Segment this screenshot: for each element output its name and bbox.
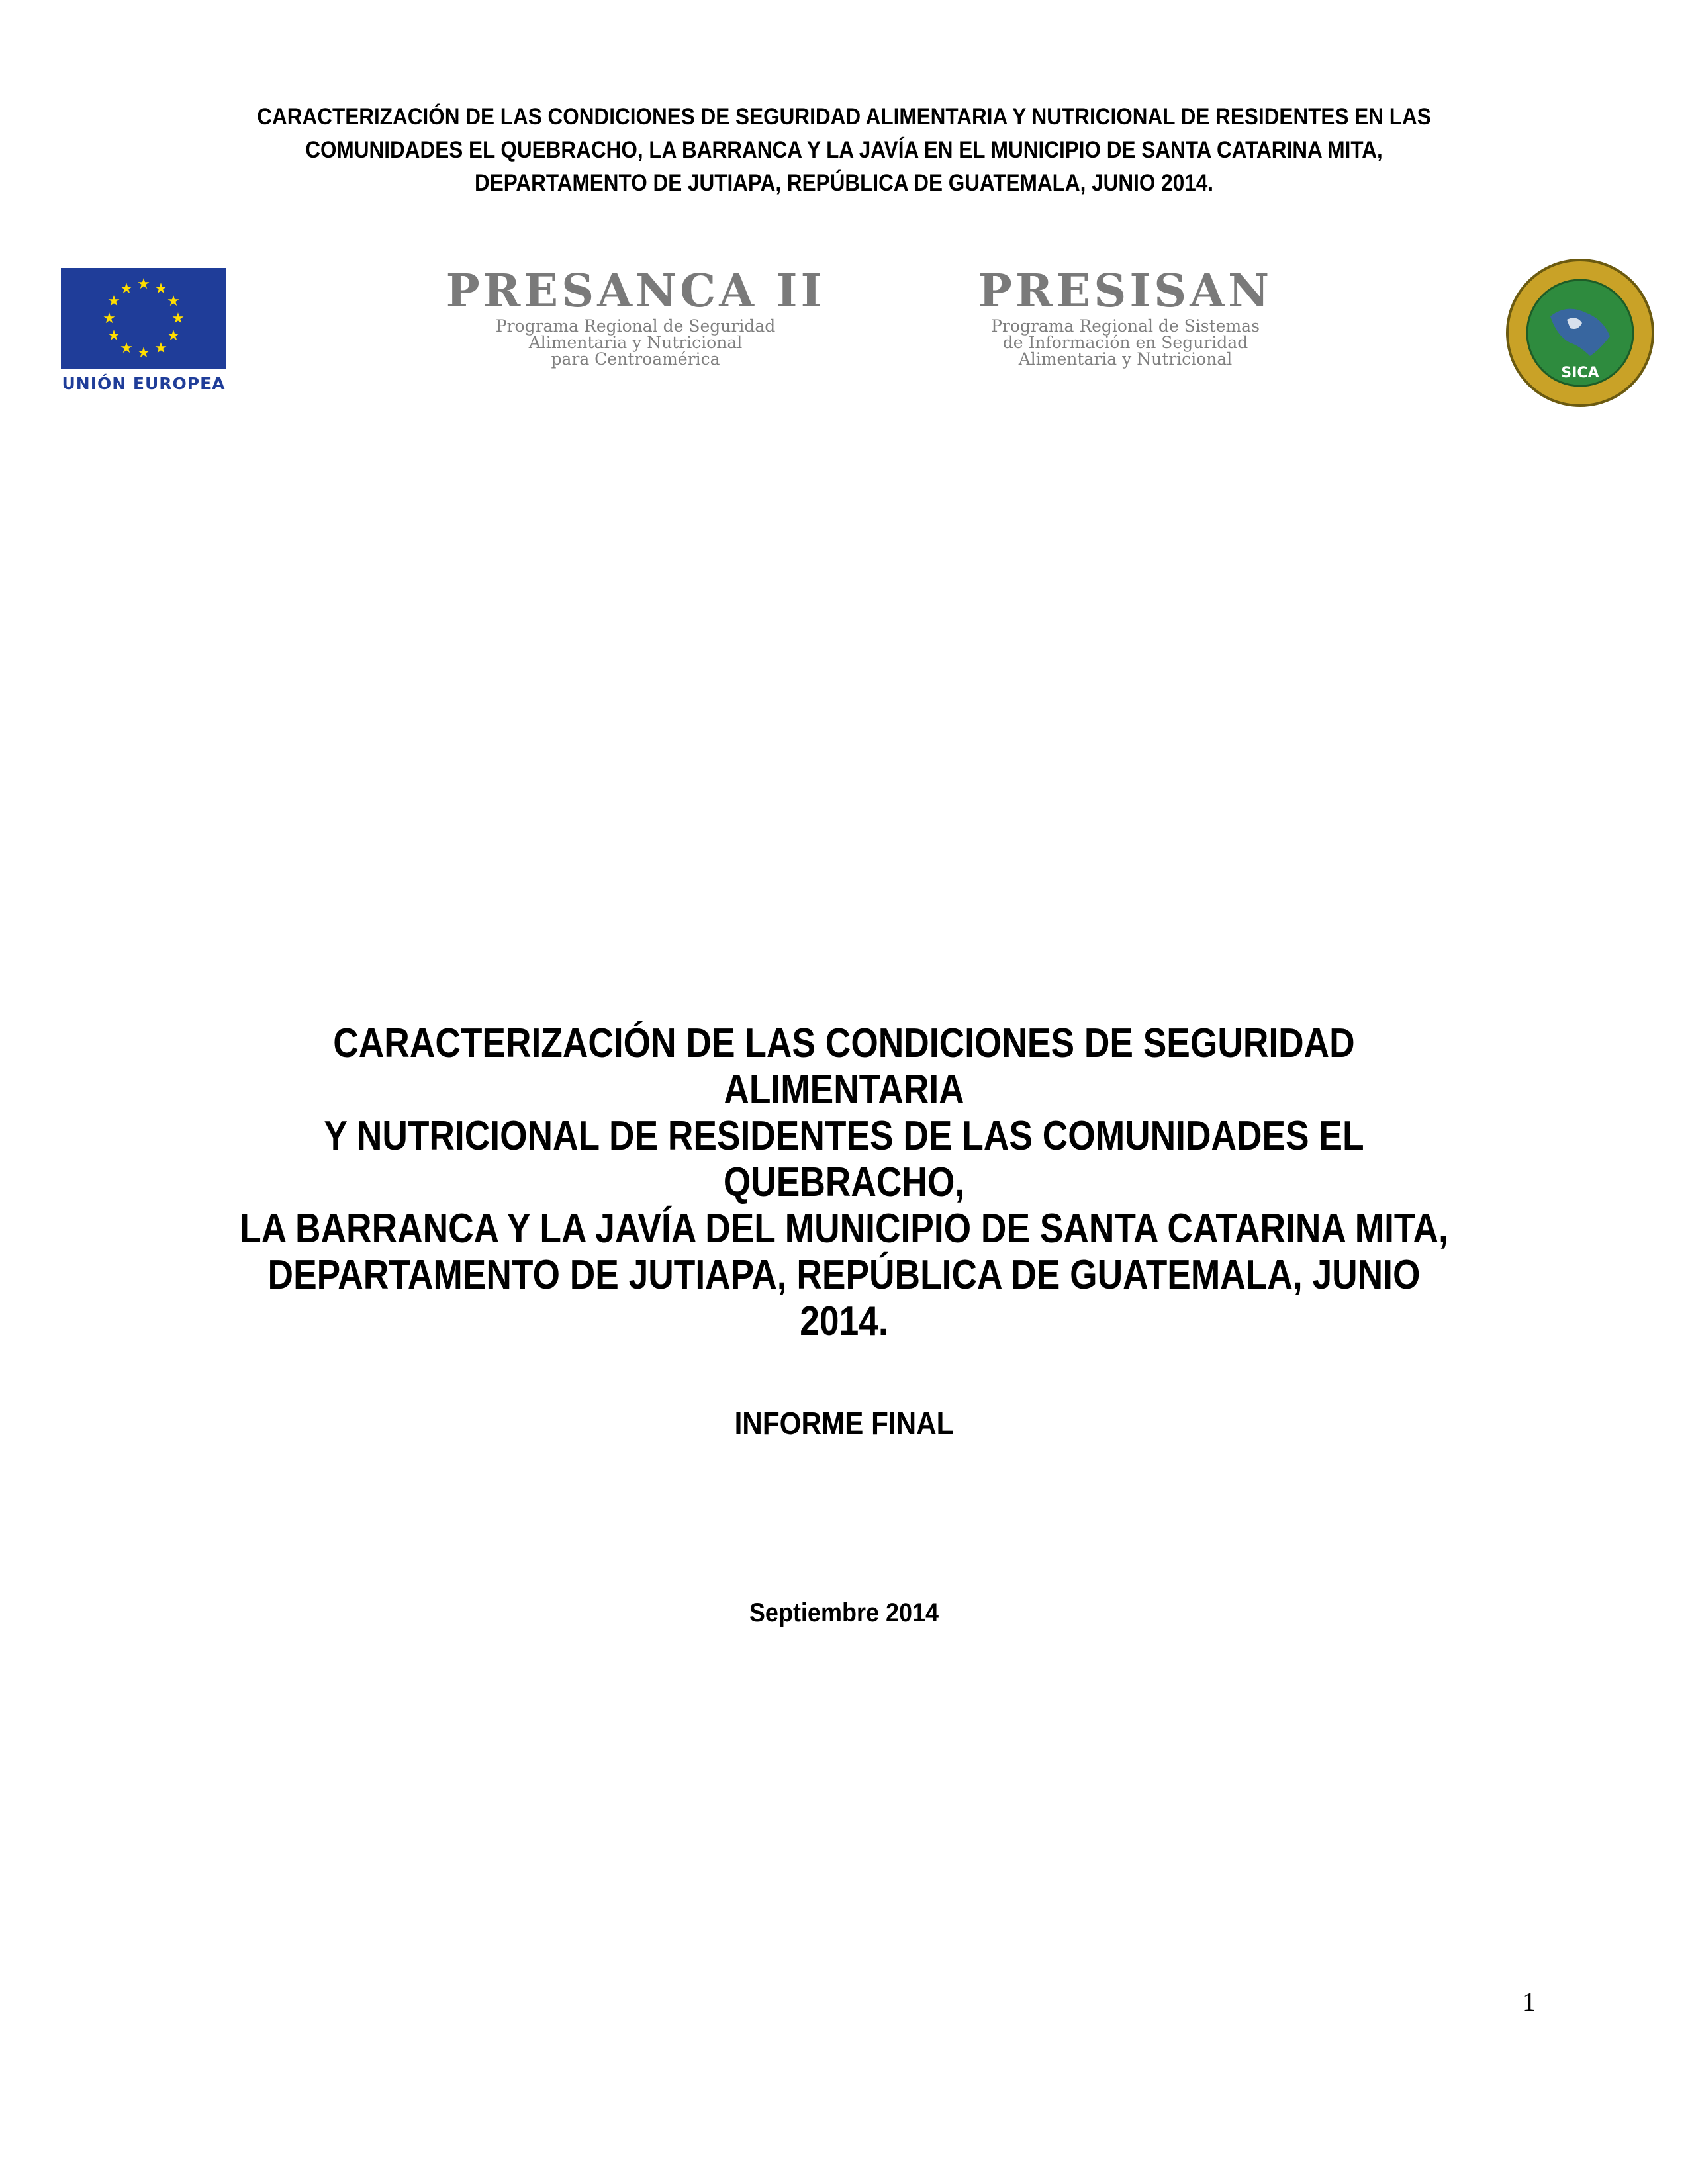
- presisan-logo-name: PRESISAN: [978, 265, 1273, 318]
- report-date: Septiembre 2014: [749, 1598, 939, 1627]
- presisan-logo-subtitle: Programa Regional de Sistemas: [991, 316, 1260, 336]
- presisan-logo-subtitle: Alimentaria y Nutricional: [1018, 349, 1233, 369]
- eu-flag-icon: [61, 268, 226, 369]
- presisan-logo: [914, 265, 1337, 367]
- presisan-logo-subtitle: de Información en Seguridad: [1002, 333, 1248, 352]
- sica-seal-icon: [1504, 257, 1656, 409]
- eu-star-icon: ★: [120, 340, 133, 357]
- presanca-logo-name: PRESANCA II: [445, 265, 825, 318]
- eu-star-icon: ★: [137, 344, 150, 361]
- title-line: Y NUTRICIONAL DE RESIDENTES DE LAS COMUNIDADES EL QUEBRACHO,: [324, 1113, 1364, 1205]
- header-line: COMUNIDADES EL QUEBRACHO, LA BARRANCA Y LA JAVÍA EN EL MUNICIPIO DE SANTA CATARINA MITA,: [305, 137, 1383, 163]
- eu-star-icon: ★: [107, 327, 120, 343]
- eu-logo: [58, 268, 229, 394]
- header-line: CARACTERIZACIÓN DE LAS CONDICIONES DE SEGURIDAD ALIMENTARIA Y NUTRICIONAL DE RESIDENTES EN LAS: [257, 104, 1431, 130]
- sica-seal-label: SICA: [1561, 365, 1599, 381]
- presanca-logo: [417, 265, 854, 367]
- page-number: 1: [1523, 1987, 1536, 2017]
- eu-star-icon: ★: [167, 327, 180, 343]
- presanca-logo-subtitle: Programa Regional de Seguridad: [495, 316, 776, 336]
- running-header: [234, 101, 1455, 200]
- report-type-label: INFORME FINAL: [734, 1406, 954, 1441]
- header-line: DEPARTAMENTO DE JUTIAPA, REPÚBLICA DE GUATEMALA, JUNIO 2014.: [474, 170, 1214, 196]
- presanca-logo-subtitle: para Centroamérica: [551, 349, 720, 369]
- eu-star-icon: ★: [107, 293, 120, 309]
- title-line: LA BARRANCA Y LA JAVÍA DEL MUNICIPIO DE SANTA CATARINA MITA,: [240, 1206, 1448, 1251]
- eu-star-icon: ★: [154, 340, 167, 357]
- eu-star-icon: ★: [120, 279, 133, 296]
- presanca-logo-subtitle: Alimentaria y Nutricional: [528, 333, 743, 352]
- eu-star-icon: ★: [137, 275, 150, 292]
- eu-star-icon: ★: [154, 279, 167, 296]
- title-line: DEPARTAMENTO DE JUTIAPA, REPÚBLICA DE GUATEMALA, JUNIO 2014.: [267, 1252, 1421, 1344]
- eu-logo-label: UNIÓN EUROPEA: [62, 374, 226, 393]
- eu-star-icon: ★: [103, 310, 116, 326]
- eu-star-icon: ★: [167, 293, 180, 309]
- document-title: [232, 1021, 1456, 1345]
- eu-star-icon: ★: [171, 310, 185, 326]
- title-line: CARACTERIZACIÓN DE LAS CONDICIONES DE SEGURIDAD ALIMENTARIA: [333, 1021, 1355, 1113]
